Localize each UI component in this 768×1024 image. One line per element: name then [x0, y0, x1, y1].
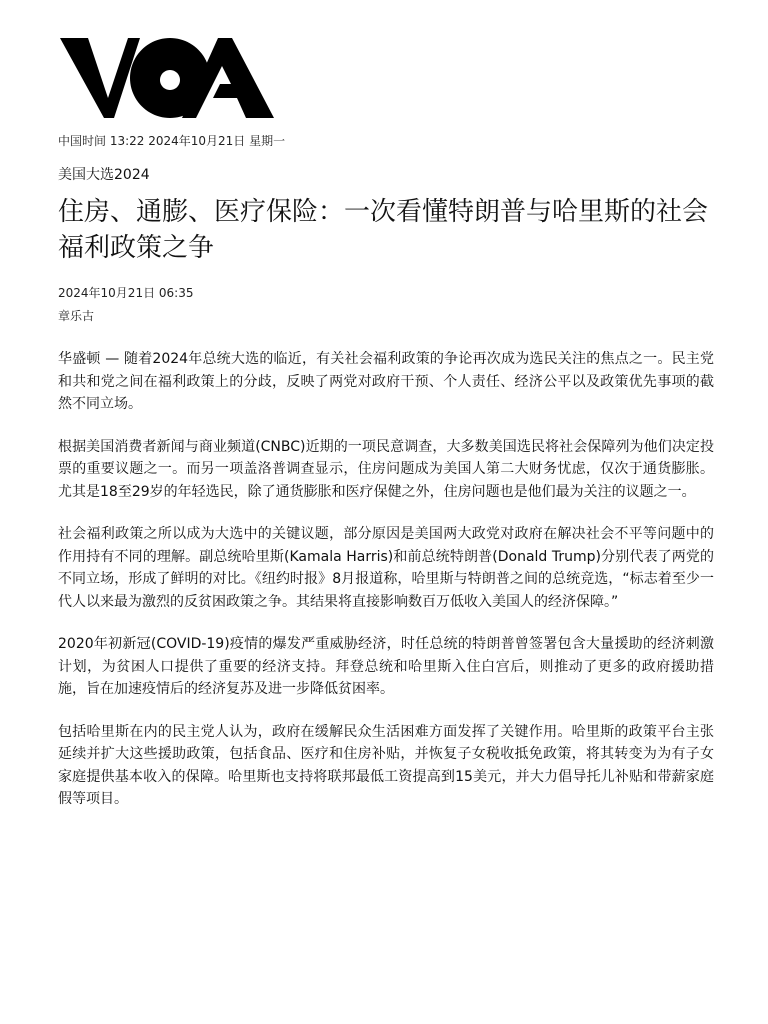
publish-date: 2024年10月21日 06:35: [58, 286, 194, 300]
article-paragraph-1: 华盛顿 — 随着2024年总统大选的临近，有关社会福利政策的争论再次成为选民关注的焦点之一。民主党和共和党之间在福利政策上的分歧，反映了两党对政府干预、个人责任、经济公平以及政策优先事项的截然不同立场。: [58, 351, 714, 412]
article-paragraph-5: 包括哈里斯在内的民主党人认为，政府在缓解民众生活困难方面发挥了关键作用。哈里斯的政策平台主张延续并扩大这些援助政策，包括食品、医疗和住房补贴，并恢复子女税收抵免政策，将其转变为为有子女家庭提供基本收入的保障。哈里斯也支持将联邦最低工资提高到15美元，并大力倡导托儿补贴和带薪家庭假等项目。: [58, 723, 714, 807]
article-paragraph-4: 2020年初新冠(COVID-19)疫情的爆发严重威胁经济，时任总统的特朗普曾签署包含大量援助的经济刺激计划，为贫困人口提供了重要的经济支持。拜登总统和哈里斯入住白宫后，则推动了更多的政府援助措施，旨在加速疫情后的经济复苏及进一步降低贫困率。: [58, 636, 714, 697]
article-paragraph-2: 根据美国消费者新闻与商业频道(CNBC)近期的一项民意调查，大多数美国选民将社会保障列为他们决定投票的重要议题之一。而另一项盖洛普调查显示，住房问题成为美国人第二大财务忧虑，仅次于通货膨胀。尤其是18至29岁的年轻选民，除了通货膨胀和医疗保健之外，住房问题也是他们最为关注的议题之一。: [58, 438, 714, 500]
voa-logo[interactable]: [60, 36, 274, 120]
current-date-line: 中国时间 13:22 2024年10月21日 星期一: [58, 134, 286, 148]
category-link[interactable]: 美国大选2024: [58, 167, 150, 183]
article-paragraph-3: 社会福利政策之所以成为大选中的关键议题，部分原因是美国两大政党对政府在解决社会不平等问题中的作用持有不同的理解。副总统哈里斯(Kamala Harris)和前总统特朗普(Donald Trump)分别代表了两党的不同立场，形成了鲜明的对比。《纽约时报》8月报道称，哈里斯与特朗普之间的总统竞选，“标志着至少一代人以来最为激烈的反贫困政策之争。其结果将直接影响数百万低收入美国人的经济保障。”: [58, 526, 714, 610]
article-page: [58, 36, 714, 831]
article-title: 住房、通膨、医疗保险：一次看懂特朗普与哈里斯的社会福利政策之争: [58, 197, 709, 263]
author-name[interactable]: 章乐古: [58, 309, 95, 323]
article-body: [58, 348, 714, 811]
